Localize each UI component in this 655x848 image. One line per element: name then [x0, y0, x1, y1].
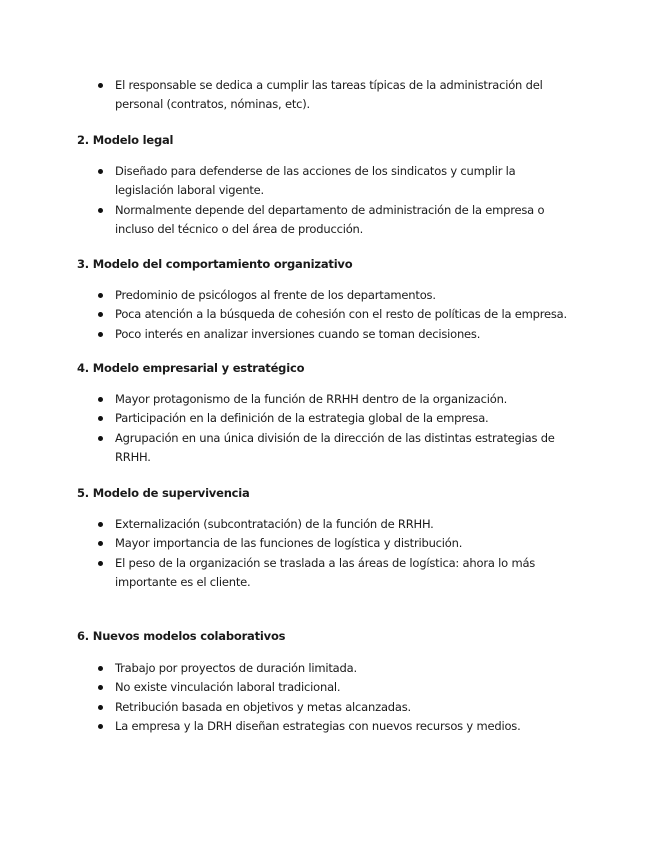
- section-title-supervivencia: 5. Modelo de supervivencia: [77, 486, 250, 500]
- section-list-supervivencia: [97, 515, 577, 593]
- section-list-modelo-legal: [97, 162, 577, 240]
- section-list-nuevos-modelos: [97, 659, 577, 737]
- intro-list: [97, 76, 577, 115]
- section-title-modelo-legal: 2. Modelo legal: [77, 133, 174, 147]
- list-item: El peso de la organización se traslada a las áreas de logística: ahora lo más importante es el cliente.: [97, 554, 577, 593]
- list-item: No existe vinculación laboral tradicional.: [97, 678, 577, 697]
- list-item: Agrupación en una única división de la dirección de las distintas estrategias de RRHH.: [97, 429, 577, 468]
- list-item: El responsable se dedica a cumplir las tareas típicas de la administración del personal (contratos, nóminas, etc).: [97, 76, 577, 115]
- list-item: Poca atención a la búsqueda de cohesión con el resto de políticas de la empresa.: [97, 305, 577, 324]
- section-title-comportamiento-organizativo: 3. Modelo del comportamiento organizativo: [77, 257, 353, 271]
- list-item: Mayor protagonismo de la función de RRHH dentro de la organización.: [97, 390, 577, 409]
- list-item: Mayor importancia de las funciones de logística y distribución.: [97, 534, 577, 553]
- list-item: Retribución basada en objetivos y metas alcanzadas.: [97, 698, 577, 717]
- list-item: Externalización (subcontratación) de la función de RRHH.: [97, 515, 577, 534]
- list-item: Participación en la definición de la estrategia global de la empresa.: [97, 409, 577, 428]
- section-list-empresarial-estrategico: [97, 390, 577, 468]
- list-item: Diseñado para defenderse de las acciones de los sindicatos y cumplir la legislación laboral vigente.: [97, 162, 577, 201]
- list-item: Poco interés en analizar inversiones cuando se toman decisiones.: [97, 325, 577, 344]
- list-item: Normalmente depende del departamento de administración de la empresa o incluso del técnico o del área de producción.: [97, 201, 577, 240]
- section-title-empresarial-estrategico: 4. Modelo empresarial y estratégico: [77, 361, 305, 375]
- list-item: Trabajo por proyectos de duración limitada.: [97, 659, 577, 678]
- list-item: Predominio de psicólogos al frente de los departamentos.: [97, 286, 577, 305]
- list-item: La empresa y la DRH diseñan estrategias con nuevos recursos y medios.: [97, 717, 577, 736]
- section-title-nuevos-modelos: 6. Nuevos modelos colaborativos: [77, 629, 286, 643]
- section-list-comportamiento-organizativo: [97, 286, 577, 344]
